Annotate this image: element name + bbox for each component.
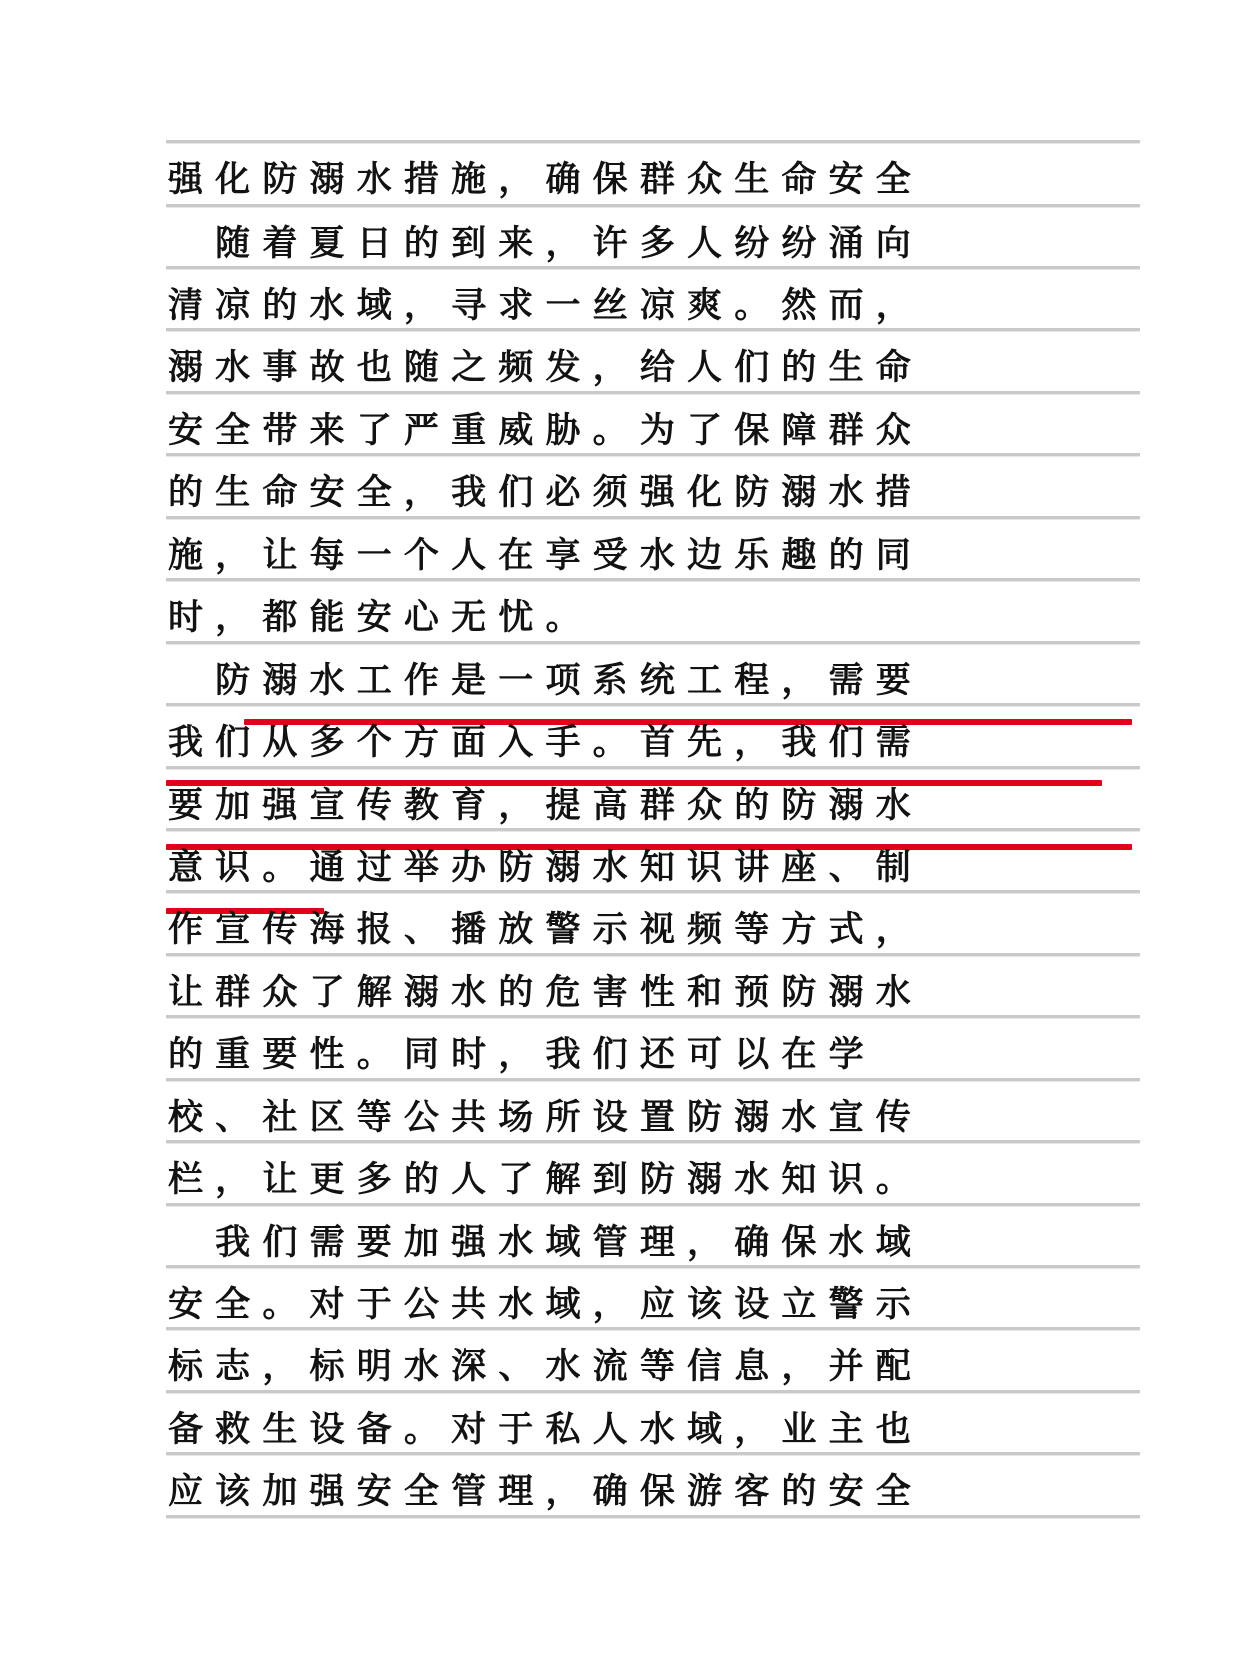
text-line: 意 识 。 通 过 举 办 防 溺 水 知 识 讲 座 、 制 xyxy=(168,847,911,888)
text-line: 栏 ， 让 更 多 的 人 了 解 到 防 溺 水 知 识 。 xyxy=(168,1159,911,1200)
text-line: 应 该 加 强 安 全 管 理 ， 确 保 游 客 的 安 全 xyxy=(168,1471,911,1512)
text-line: 的 生 命 安 全 ， 我 们 必 须 强 化 防 溺 水 措 xyxy=(168,472,911,513)
text-line: 时 ， 都 能 安 心 无 忧 。 xyxy=(168,597,581,638)
text-line: 我 们 从 多 个 方 面 入 手 。 首 先 ， 我 们 需 xyxy=(168,722,911,763)
text-line: 备 救 生 设 备 。 对 于 私 人 水 域 ， 业 主 也 xyxy=(168,1409,911,1450)
text-line: 清 凉 的 水 域 ， 寻 求 一 丝 凉 爽 。 然 而 ， xyxy=(168,285,911,326)
text-line: 安 全 。 对 于 公 共 水 域 ， 应 该 设 立 警 示 xyxy=(168,1284,911,1325)
text-line: 溺 水 事 故 也 随 之 频 发 ， 给 人 们 的 生 命 xyxy=(168,347,911,388)
text-line: 标 志 ， 标 明 水 深 、 水 流 等 信 息 ， 并 配 xyxy=(168,1346,911,1387)
text-line: 要 加 强 宣 传 教 育 ， 提 高 群 众 的 防 溺 水 xyxy=(168,785,911,826)
text-line: 安 全 带 来 了 严 重 威 胁 。 为 了 保 障 群 众 xyxy=(168,410,911,451)
text-line: 校 、 社 区 等 公 共 场 所 设 置 防 溺 水 宣 传 xyxy=(168,1097,911,1138)
text-line: 防 溺 水 工 作 是 一 项 系 统 工 程 ， 需 要 xyxy=(168,660,911,701)
text-line: 施 ， 让 每 一 个 人 在 享 受 水 边 乐 趣 的 同 xyxy=(168,535,911,576)
essay-title: 强 化 防 溺 水 措 施 ， 确 保 群 众 生 命 安 全 xyxy=(168,159,911,200)
text-line: 的 重 要 性 。 同 时 ， 我 们 还 可 以 在 学 xyxy=(168,1034,864,1075)
text-line: 我 们 需 要 加 强 水 域 管 理 ， 确 保 水 域 xyxy=(168,1222,911,1263)
text-line: 让 群 众 了 解 溺 水 的 危 害 性 和 预 防 溺 水 xyxy=(168,972,911,1013)
text-line: 随 着 夏 日 的 到 来 ， 许 多 人 纷 纷 涌 向 xyxy=(168,223,911,264)
text-line: 作 宣 传 海 报 、 播 放 警 示 视 频 等 方 式 ， xyxy=(168,909,911,950)
ruled-line xyxy=(166,140,1140,143)
